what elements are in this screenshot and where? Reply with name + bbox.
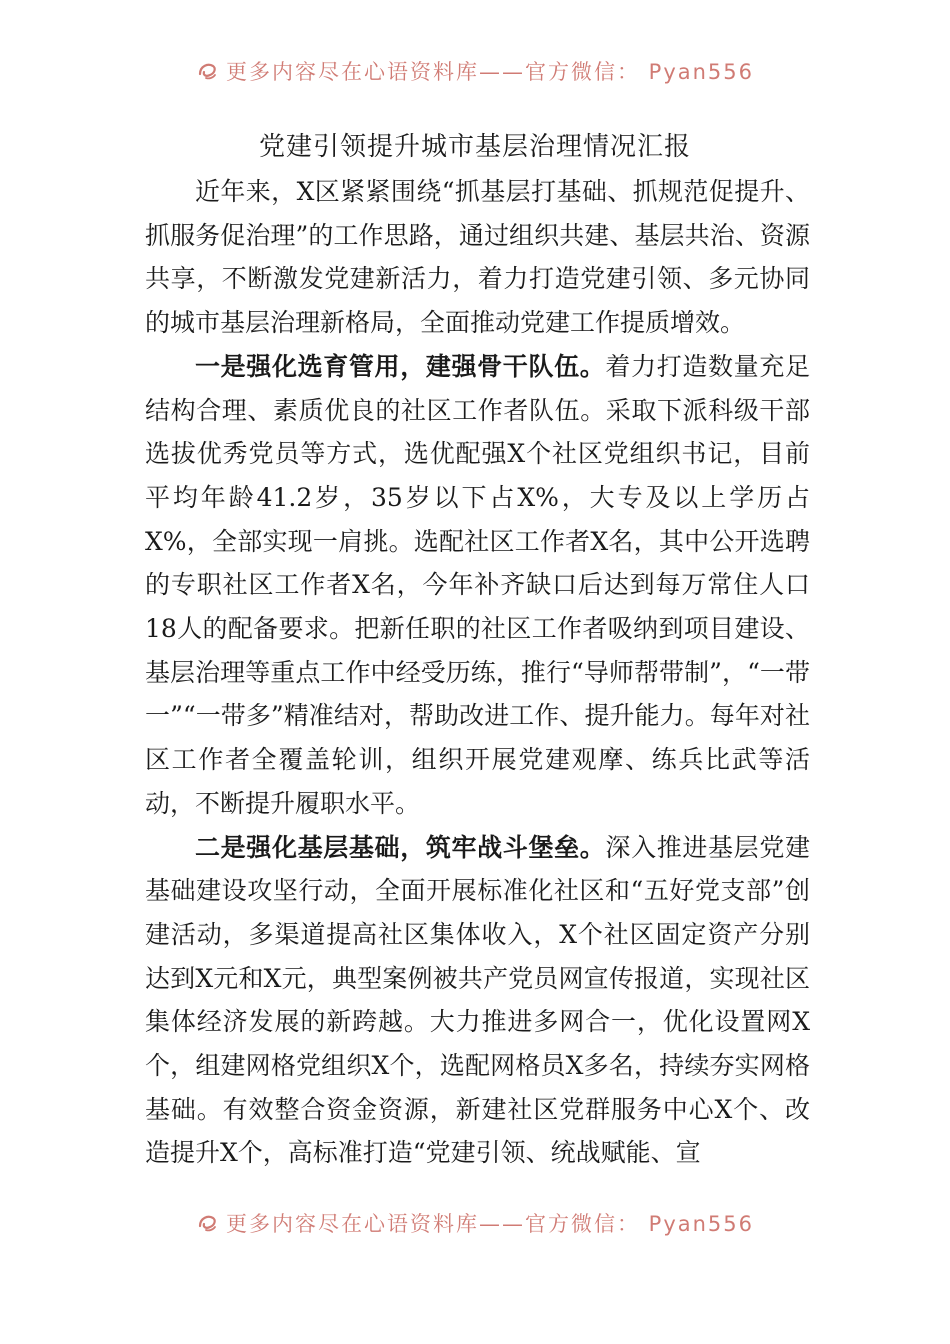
document-title: 党建引领提升城市基层治理情况汇报 — [258, 132, 691, 162]
section-heading: 一是强化选育管用，建强骨干队伍。 — [195, 351, 606, 381]
paragraph-intro — [145, 170, 810, 345]
watermark-logo-icon — [196, 1212, 218, 1234]
paragraph-section-1 — [145, 345, 810, 826]
paragraph-text: 着力打造数量充足结构合理、素质优良的社区工作者队伍。采取下派科级干部选拔优秀党员等方式，选优配强X个社区党组织书记，目前平均年龄41.2岁，35岁以下占X%，大专及以上学历占X%，全部实现一肩挑。选配社区工作者X名，其中公开选聘的专职社区工作者X名，今年补齐缺口后达到每万常住人口18人的配备要求。把新任职的社区工作者吸纳到项目建设、基层治理等重点工作中经受历练，推行“导师帮带制”，“一带一”“一带多”精准结对，帮助改进工作、提升能力。每年对社区工作者全覆盖轮训，组织开展党建观摩、练兵比武等活动，不断提升履职水平。 — [145, 351, 810, 818]
paragraph-text: 近年来，X区紧紧围绕“抓基层打基础、抓规范促提升、抓服务促治理”的工作思路，通过组织共建、基层共治、资源共享，不断激发党建新活力，着力打造党建引领、多元协同的城市基层治理新格局，全面推动党建工作提质增效。 — [145, 177, 810, 338]
paragraph-section-2 — [145, 826, 810, 1176]
document-body — [145, 170, 810, 1175]
watermark-text: 更多内容尽在心语资料库——官方微信： Pyan556 — [225, 60, 755, 84]
watermark-logo-icon — [196, 60, 218, 82]
watermark-top — [0, 56, 950, 86]
watermark-bottom — [0, 1208, 950, 1238]
section-heading: 二是强化基层基础，筑牢战斗堡垒。 — [195, 832, 606, 862]
watermark-text: 更多内容尽在心语资料库——官方微信： Pyan556 — [225, 1212, 755, 1236]
paragraph-text: 深入推进基层党建基础建设攻坚行动，全面开展标准化社区和“五好党支部”创建活动，多渠道提高社区集体收入，X个社区固定资产分别达到X元和X元，典型案例被共产党员网宣传报道，实现社区集体经济发展的新跨越。大力推进多网合一，优化设置网X个，组建网格党组织X个，选配网格员X多名，持续夯实网格基础。有效整合资金资源，新建社区党群服务中心X个、改造提升X个，高标准打造“党建引领、统战赋能、宣 — [145, 832, 810, 1168]
